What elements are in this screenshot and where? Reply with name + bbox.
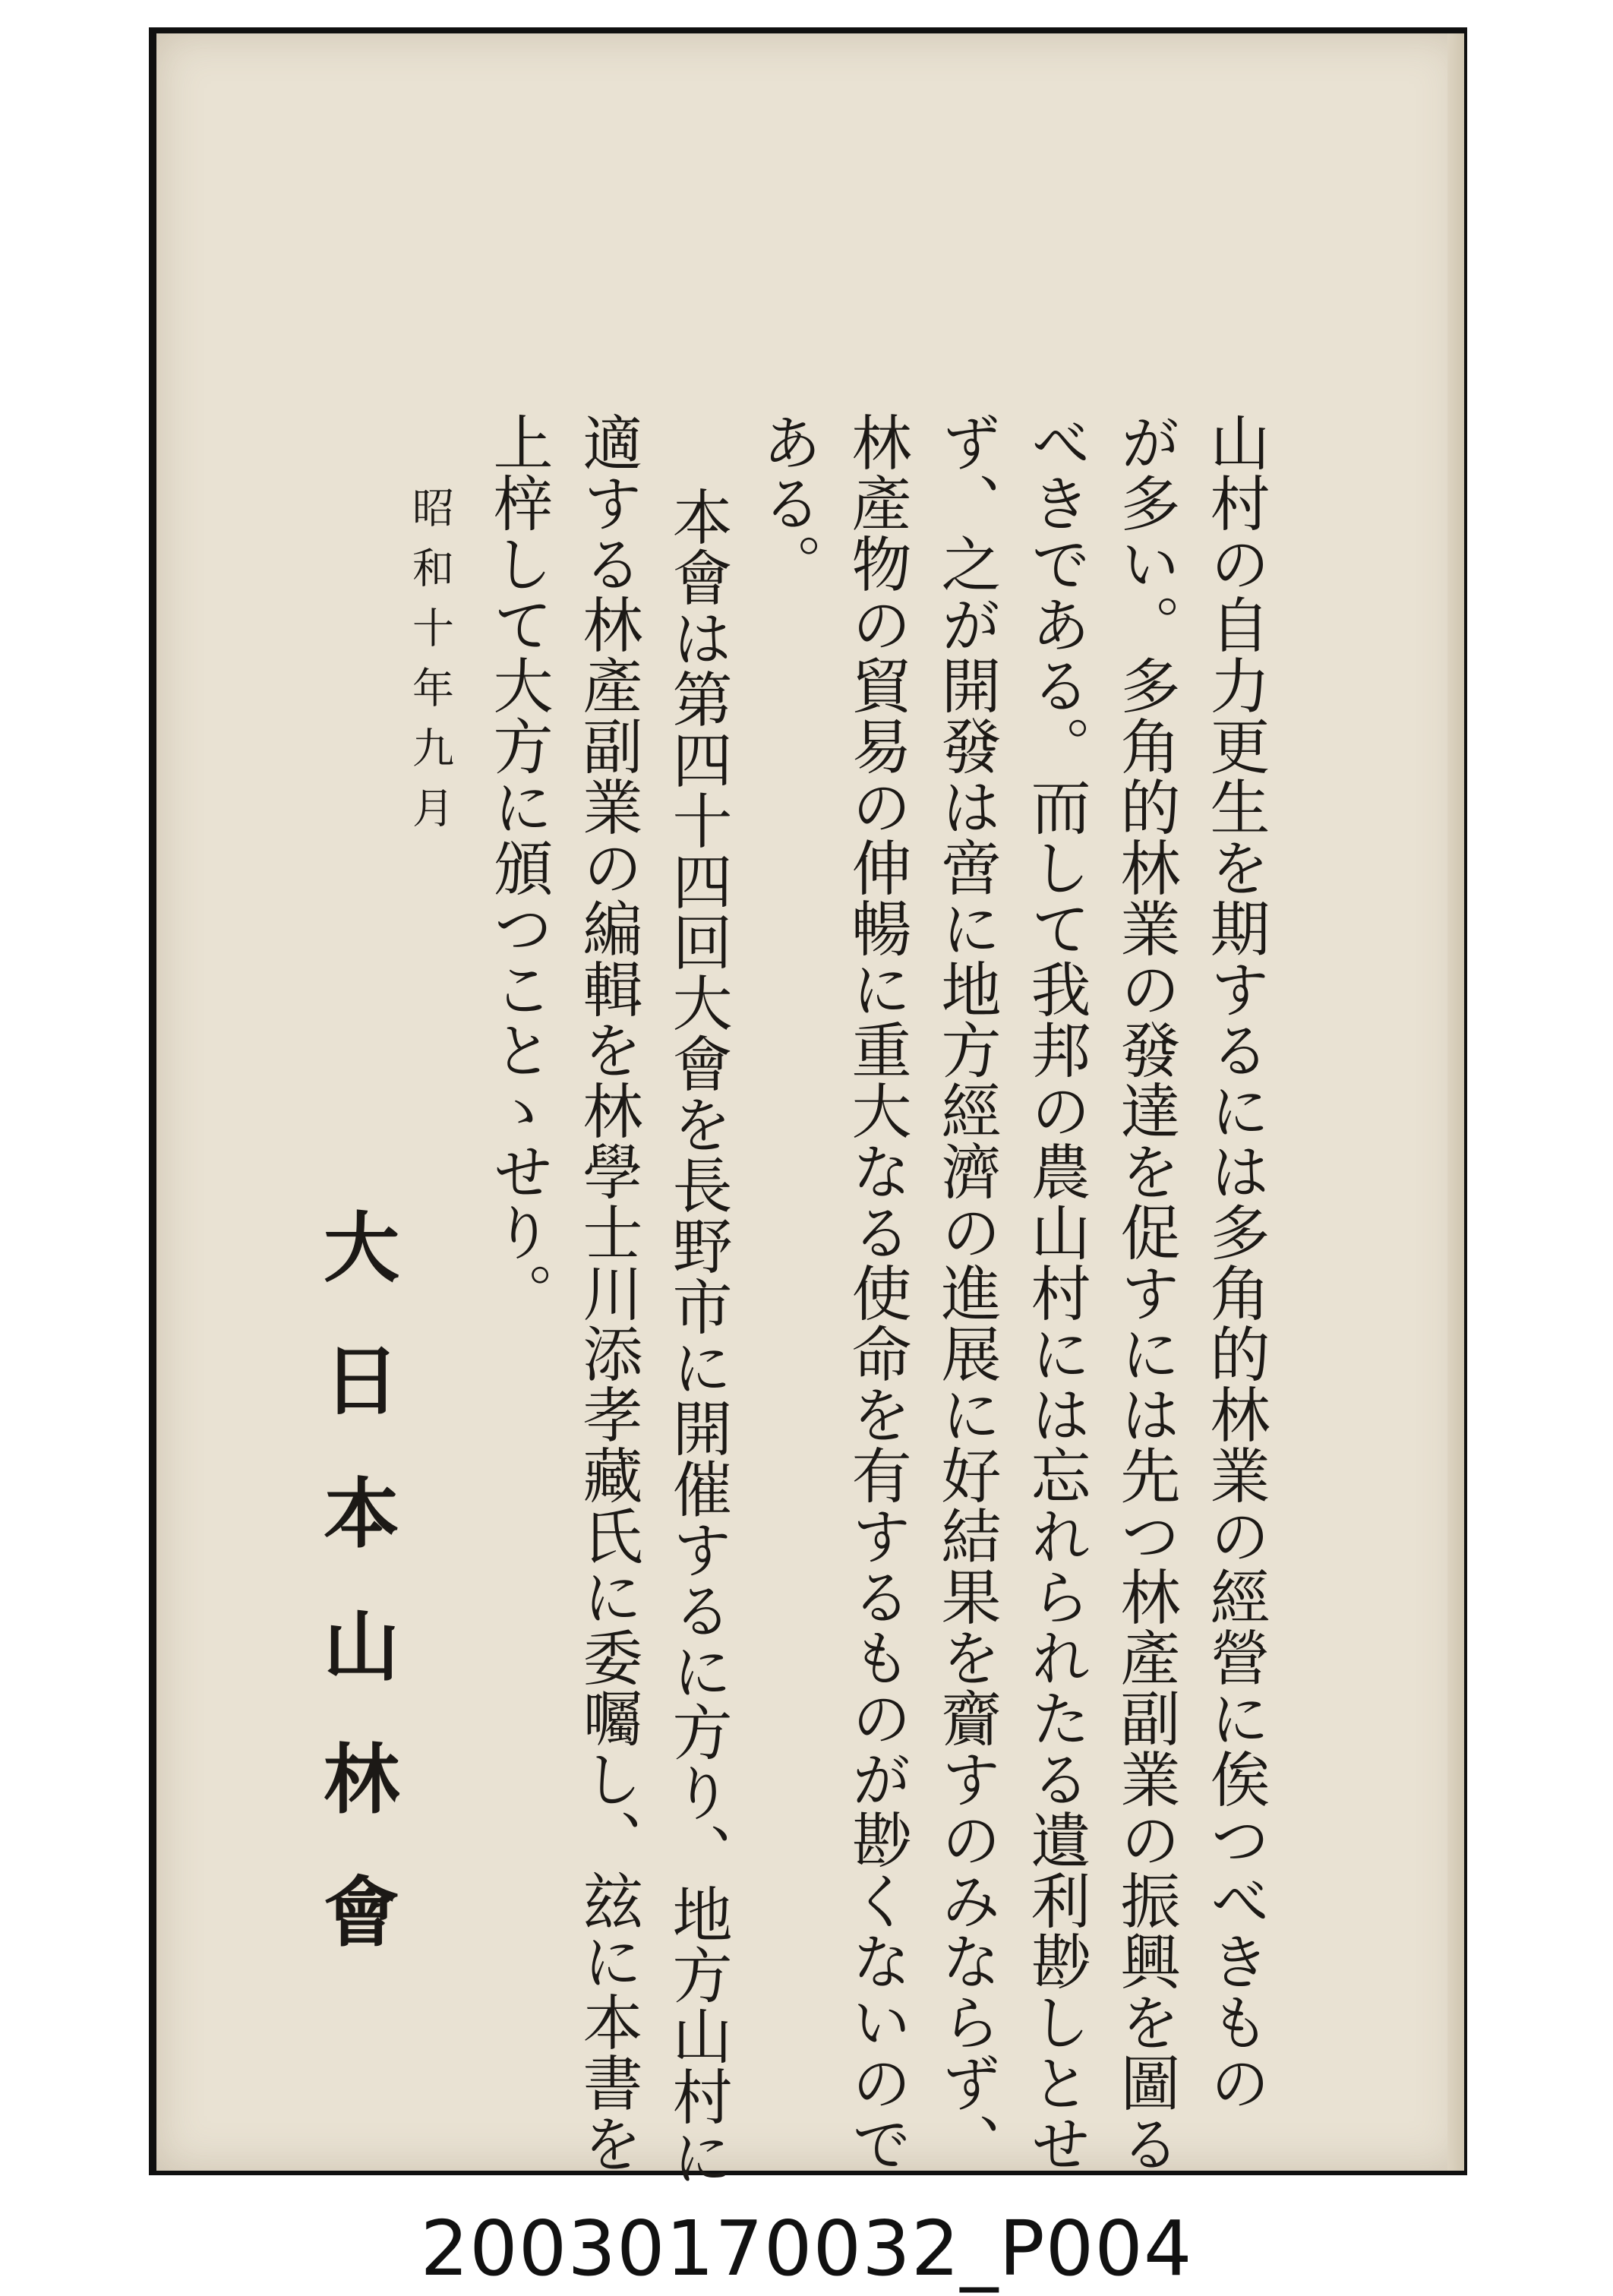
body-line: ある。: [752, 412, 822, 594]
body-line: 林產物の貿易の伸暢に重大なる使命を有するものが尠くないので: [841, 412, 911, 2174]
file-id-label: 20030170032_P004: [420, 2204, 1193, 2293]
body-line: べきである。而して我邦の農山村には忘れられたる遺利尠しとせ: [1021, 412, 1091, 2174]
document-date: 昭和十年九月: [406, 486, 454, 846]
page-edge: [1447, 33, 1464, 2171]
body-line: 山村の自力更生を期するには多角的林業の經營に俟つべきもの: [1200, 412, 1270, 2113]
organization-name: 大日本山林會: [311, 1208, 400, 2005]
body-line: 本會は第四十四回大會を長野市に開催するに方り、地方山村に: [662, 486, 732, 2187]
body-line: 上梓して大方に頒つことゝせり。: [483, 412, 553, 1323]
body-line: 適する林產副業の編輯を林學士川添孝藏氏に委囑し、玆に本書を: [573, 412, 642, 2174]
body-line: が多い。多角的林業の發達を促すには先つ林產副業の振興を圖る: [1110, 412, 1180, 2174]
body-line: ず、之が開發は啻に地方經濟の進展に好結果を齎すのみならず、: [931, 412, 1001, 2174]
